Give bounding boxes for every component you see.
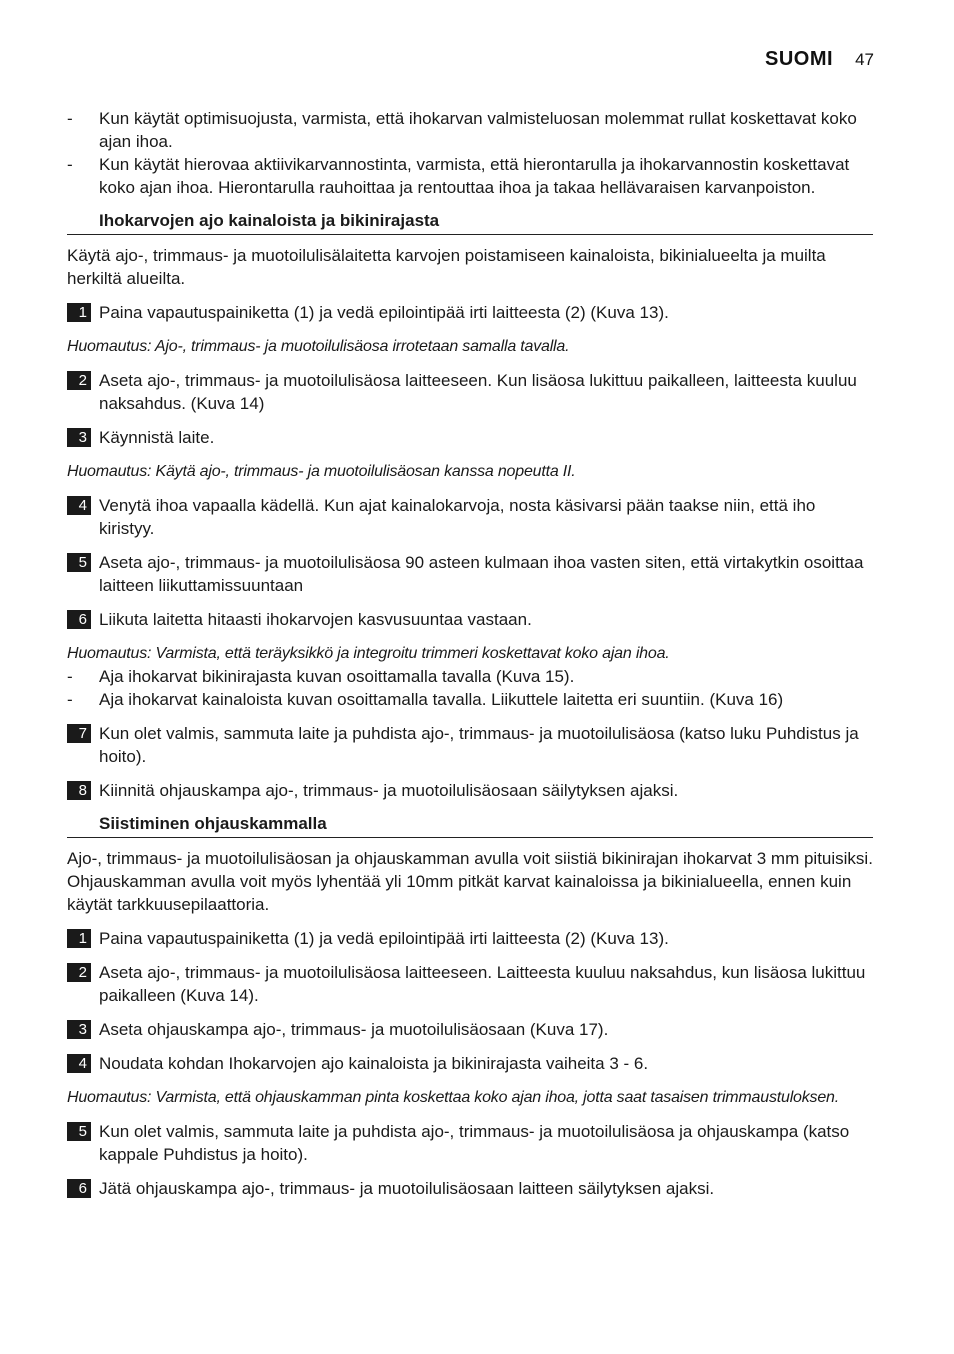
step-number: 2 <box>67 963 91 982</box>
step-number: 5 <box>67 553 91 572</box>
list-item: - Kun käytät optimisuojusta, varmista, että ihokarvan valmisteluosan molemmat rullat koskettavat koko ajan ihoa. <box>67 109 857 151</box>
note: Huomautus: Käytä ajo-, trimmaus- ja muotoilulisäosan kanssa nopeutta II. <box>67 463 576 480</box>
page-content <box>67 107 873 1211</box>
step-number: 3 <box>67 428 91 447</box>
section-heading-shaving: Ihokarvojen ajo kainaloista ja bikinirajasta <box>67 210 873 235</box>
step-number: 7 <box>67 724 91 743</box>
step-item: 7 Kun olet valmis, sammuta laite ja puhdista ajo-, trimmaus- ja muotoilulisäosa (katso luku Puhdistus ja hoito). <box>67 722 873 768</box>
note-list <box>67 665 873 711</box>
step-item: 6 Liikuta laitetta hitaasti ihokarvojen kasvusuuntaa vastaan. <box>67 608 873 631</box>
page-number: 47 <box>855 50 874 69</box>
step-number: 5 <box>67 1122 91 1141</box>
step-number: 8 <box>67 781 91 800</box>
step-number: 4 <box>67 496 91 515</box>
note: Huomautus: Ajo-, trimmaus- ja muotoilulisäosa irrotetaan samalla tavalla. <box>67 338 570 355</box>
step-number: 6 <box>67 610 91 629</box>
section-intro: Ohjauskamman avulla voit myös lyhentää yli 10mm pitkät karvat kainaloissa ja bikinialueella, ennen kuin käytät tarkkuusepilaattoria. <box>67 872 852 914</box>
step-number: 6 <box>67 1179 91 1198</box>
list-item: - Aja ihokarvat bikinirajasta kuvan osoittamalla tavalla (Kuva 15). <box>67 667 575 686</box>
step-item: 6 Jätä ohjauskampa ajo-, trimmaus- ja muotoilulisäosaan laitteen säilytyksen ajaksi. <box>67 1177 873 1200</box>
step-number: 2 <box>67 371 91 390</box>
step-number: 4 <box>67 1054 91 1073</box>
step-number: 1 <box>67 303 91 322</box>
step-item: 2 Aseta ajo-, trimmaus- ja muotoilulisäosa laitteeseen. Laitteesta kuuluu naksahdus, kun lisäosa lukittuu paikalleen (Kuva 14). <box>67 961 873 1007</box>
section-intro: Ajo-, trimmaus- ja muotoilulisäosan ja ohjauskamman avulla voit siistiä bikinirajan ihokarvat 3 mm pituisiksi. <box>67 849 873 868</box>
step-item: 5 Kun olet valmis, sammuta laite ja puhdista ajo-, trimmaus- ja muotoilulisäosa ja ohjauskampa (katso kappale Puhdistus ja hoito). <box>67 1120 873 1166</box>
note: Huomautus: Varmista, että teräyksikkö ja integroitu trimmeri koskettavat koko ajan ihoa. <box>67 645 670 662</box>
section-intro: Käytä ajo-, trimmaus- ja muotoilulisälaitetta karvojen poistamiseen kainaloista, bikinialueelta ja muilta herkiltä alueilta. <box>67 246 826 288</box>
page-header <box>765 48 874 71</box>
language-label: SUOMI <box>765 48 834 70</box>
note: Huomautus: Varmista, että ohjauskamman pinta koskettaa koko ajan ihoa, jotta saat tasaisen trimmaustuloksen. <box>67 1089 839 1106</box>
intro-list <box>67 107 873 199</box>
step-number: 3 <box>67 1020 91 1039</box>
step-item: 4 Noudata kohdan Ihokarvojen ajo kainaloista ja bikinirajasta vaiheita 3 - 6. <box>67 1052 873 1075</box>
section-heading-trimming: Siistiminen ohjauskammalla <box>67 813 873 838</box>
step-number: 1 <box>67 929 91 948</box>
step-item: 2 Aseta ajo-, trimmaus- ja muotoilulisäosa laitteeseen. Kun lisäosa lukittuu paikalleen, laitteesta kuuluu naksahdus. (Kuva 14) <box>67 369 873 415</box>
step-item: 3 Aseta ohjauskampa ajo-, trimmaus- ja muotoilulisäosaan (Kuva 17). <box>67 1018 873 1041</box>
step-item: 1 Paina vapautuspainiketta (1) ja vedä epilointipää irti laitteesta (2) (Kuva 13). <box>67 927 873 950</box>
step-item: 3 Käynnistä laite. <box>67 426 873 449</box>
step-item: 1 Paina vapautuspainiketta (1) ja vedä epilointipää irti laitteesta (2) (Kuva 13). <box>67 301 873 324</box>
step-item: 5 Aseta ajo-, trimmaus- ja muotoilulisäosa 90 asteen kulmaan ihoa vasten siten, että virtakytkin osoittaa laitteen liikuttamissuuntaan <box>67 551 873 597</box>
step-item: 4 Venytä ihoa vapaalla kädellä. Kun ajat kainalokarvoja, nosta käsivarsi pään taakse niin, että iho kiristyy. <box>67 494 873 540</box>
list-item: - Kun käytät hierovaa aktiivikarvannostinta, varmista, että hierontarulla ja ihokarvannostin koskettavat koko ajan ihoa. Hierontarulla rauhoittaa ja rentouttaa ihoa ja takaa hellävaraisen karvanpoiston. <box>67 155 850 197</box>
step-item: 8 Kiinnitä ohjauskampa ajo-, trimmaus- ja muotoilulisäosaan säilytyksen ajaksi. <box>67 779 873 802</box>
list-item: - Aja ihokarvat kainaloista kuvan osoittamalla tavalla. Liikuttele laitetta eri suuntiin. (Kuva 16) <box>67 690 784 709</box>
